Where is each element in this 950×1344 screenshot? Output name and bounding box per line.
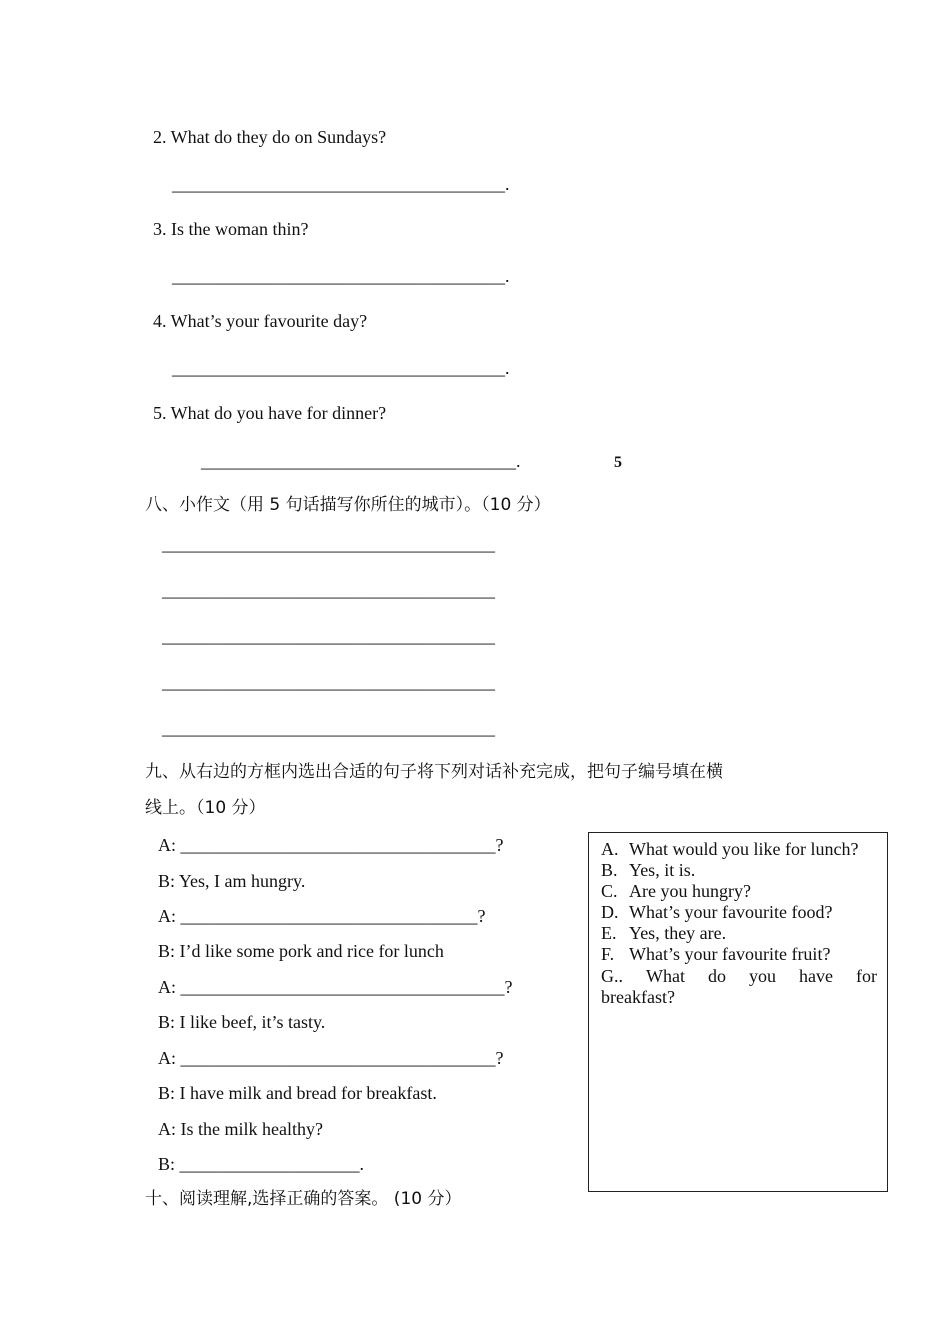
option-b-text: Yes, it is.: [629, 860, 696, 880]
answer-line-4[interactable]: _____________________________________.: [172, 358, 510, 378]
essay-line-4[interactable]: _____________________________________: [162, 672, 495, 692]
options-box: [588, 832, 888, 1192]
section-9-title-line-2: 线上。（10 分）: [145, 798, 266, 818]
answer-line-3[interactable]: _____________________________________.: [172, 266, 510, 286]
option-a-text: What would you like for lunch?: [629, 839, 859, 859]
dialogue-line-3[interactable]: A: _________________________________?: [158, 906, 486, 926]
essay-line-5[interactable]: _____________________________________: [162, 718, 495, 738]
section-10-title: 十、阅读理解,选择正确的答案。 (10 分）: [145, 1189, 462, 1209]
dialogue-line-2: B: Yes, I am hungry.: [158, 871, 306, 891]
option-c-key: C.: [601, 881, 618, 901]
score-mark: 5: [614, 454, 622, 471]
option-g-word: have: [798, 966, 833, 986]
dialogue-line-4: B: I’d like some pork and rice for lunch: [158, 941, 444, 961]
answer-line-2[interactable]: _____________________________________.: [172, 174, 510, 194]
option-g-word: do: [707, 966, 726, 986]
question-3: 3. Is the woman thin?: [153, 219, 309, 239]
option-a: [601, 839, 858, 860]
option-e: [601, 923, 726, 944]
dialogue-line-8: B: I have milk and bread for breakfast.: [158, 1083, 437, 1103]
option-g: [601, 966, 877, 987]
option-g-word: G..: [601, 966, 623, 986]
dialogue-line-10[interactable]: B: ____________________.: [158, 1154, 365, 1174]
option-b-key: B.: [601, 860, 618, 880]
option-c: [601, 881, 751, 902]
dialogue-line-6: B: I like beef, it’s tasty.: [158, 1012, 326, 1032]
option-a-key: A.: [601, 839, 619, 859]
section-9-title-line-1: 九、从右边的方框内选出合适的句子将下列对话补充完成，把句子编号填在横: [145, 762, 723, 782]
dialogue-line-9: A: Is the milk healthy?: [158, 1119, 323, 1139]
essay-line-2[interactable]: _____________________________________: [162, 580, 495, 600]
option-g-word: you: [748, 966, 776, 986]
option-d-key: D.: [601, 902, 619, 922]
option-d: [601, 902, 832, 923]
section-8-title: 八、小作文（用 5 句话描写你所住的城市）。（10 分）: [145, 495, 551, 515]
option-e-text: Yes, they are.: [629, 923, 727, 943]
dialogue-line-7[interactable]: A: ___________________________________?: [158, 1048, 504, 1068]
question-5: 5. What do you have for dinner?: [153, 403, 387, 423]
essay-line-3[interactable]: _____________________________________: [162, 626, 495, 646]
option-g-tail: breakfast?: [601, 987, 675, 1007]
dialogue-line-1[interactable]: A: ___________________________________?: [158, 835, 504, 855]
question-2: 2. What do they do on Sundays?: [153, 127, 387, 147]
option-f-text: What’s your favourite fruit?: [629, 944, 831, 964]
option-f: [601, 944, 830, 965]
option-c-text: Are you hungry?: [629, 881, 751, 901]
option-g-word: What: [646, 966, 685, 986]
option-d-text: What’s your favourite food?: [629, 902, 833, 922]
option-e-key: E.: [601, 923, 617, 943]
question-4: 4. What’s your favourite day?: [153, 311, 368, 331]
dialogue-line-5[interactable]: A: ____________________________________?: [158, 977, 513, 997]
option-g-word: for: [855, 966, 877, 986]
answer-line-5[interactable]: ___________________________________.: [201, 451, 521, 471]
option-f-key: F.: [601, 944, 615, 964]
essay-line-1[interactable]: _____________________________________: [162, 534, 495, 554]
option-b: [601, 860, 695, 881]
